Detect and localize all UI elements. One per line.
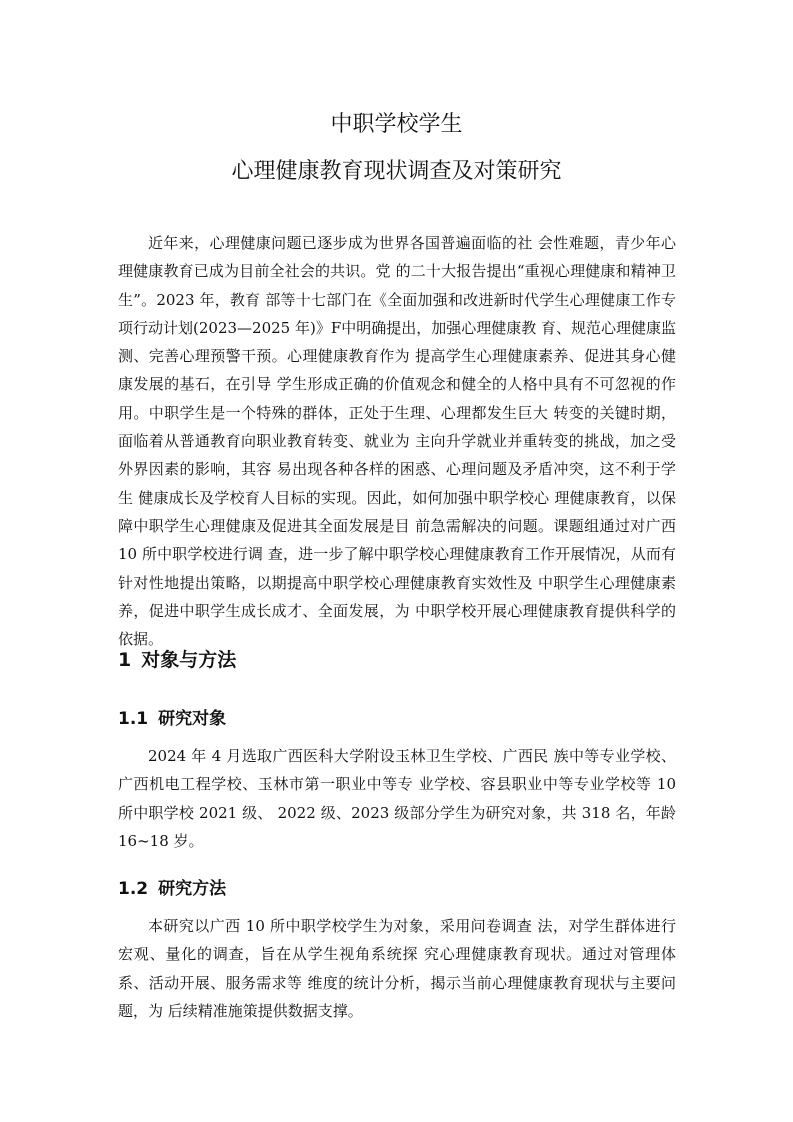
paper-title-line-1: 中职学校学生	[330, 112, 463, 137]
section-1-title: 对象与方法	[141, 649, 237, 671]
section-1-heading	[118, 646, 236, 674]
section-1-number: 1	[118, 649, 132, 671]
section-1-1-title: 研究对象	[158, 709, 227, 729]
section-1-1-number: 1.1	[118, 709, 149, 729]
paper-title-line-2: 心理健康教育现状调查及对策研究	[231, 159, 562, 184]
research-subjects-paragraph: 2024 年 4 月选取广西医科大学附设玉林卫生学校、广西民 族中等专业学校、广西机电工程学校、玉林市第一职业中等专 业学校、容县职业中等专业学校等 10 所中职学校 2021 级、 2022 级、2023 级部分学生为研究对象，共 318 名，年龄 16~18 岁。	[118, 747, 676, 850]
research-methods-paragraph: 本研究以广西 10 所中职学校学生为对象，采用问卷调查 法，对学生群体进行宏观、量化的调查，旨在从学生视角系统探 究心理健康教育现状。通过对管理体系、活动开展、服务需求等 维度的统计分析，揭示当前心理健康教育现状与主要问题，为 后续精准施策提供数据支撑。	[118, 917, 676, 1020]
section-1-2-heading	[118, 876, 226, 902]
section-1-2-title: 研究方法	[158, 879, 227, 899]
intro-paragraph: 近年来，心理健康问题已逐步成为世界各国普遍面临的社 会性难题，青少年心理健康教育已成为目前全社会的共识。党 的二十大报告提出“重视心理健康和精神卫生”。2023 年，教育 部等十七部门在《全面加强和改进新时代学生心理健康工作专 项行动计划(2023—2025 年)》F中明确提出，加强心理健康教 育、规范心理健康监测、完善心理预警干预。心理健康教育作为 提高学生心理健康素养、促进其身心健康发展的基石，在引导 学生形成正确的价值观念和健全的人格中具有不可忽视的作 用。中职学生是一个特殊的群体，正处于生理、心理都发生巨大 转变的关键时期，面临着从普通教育向职业教育转变、就业为 主向升学就业并重转变的挑战，加之受外界因素的影响，其容 易出现各种各样的困惑、心理问题及矛盾冲突，这不利于学生 健康成长及学校育人目标的实现。因此，如何加强中职学校心 理健康教育，以保障中职学生心理健康及促进其全面发展是目 前急需解决的问题。课题组通过对广西 10 所中职学校进行调 查，进一步了解中职学校心理健康教育工作开展情况，从而有 针对性地提出策略，以期提高中职学校心理健康教育实效性及 中职学生心理健康素养，促进中职学生成长成才、全面发展，为 中职学校开展心理健康教育提供科学的依据。	[118, 234, 676, 649]
section-1-1-heading	[118, 706, 226, 732]
section-1-2-number: 1.2	[118, 879, 149, 899]
